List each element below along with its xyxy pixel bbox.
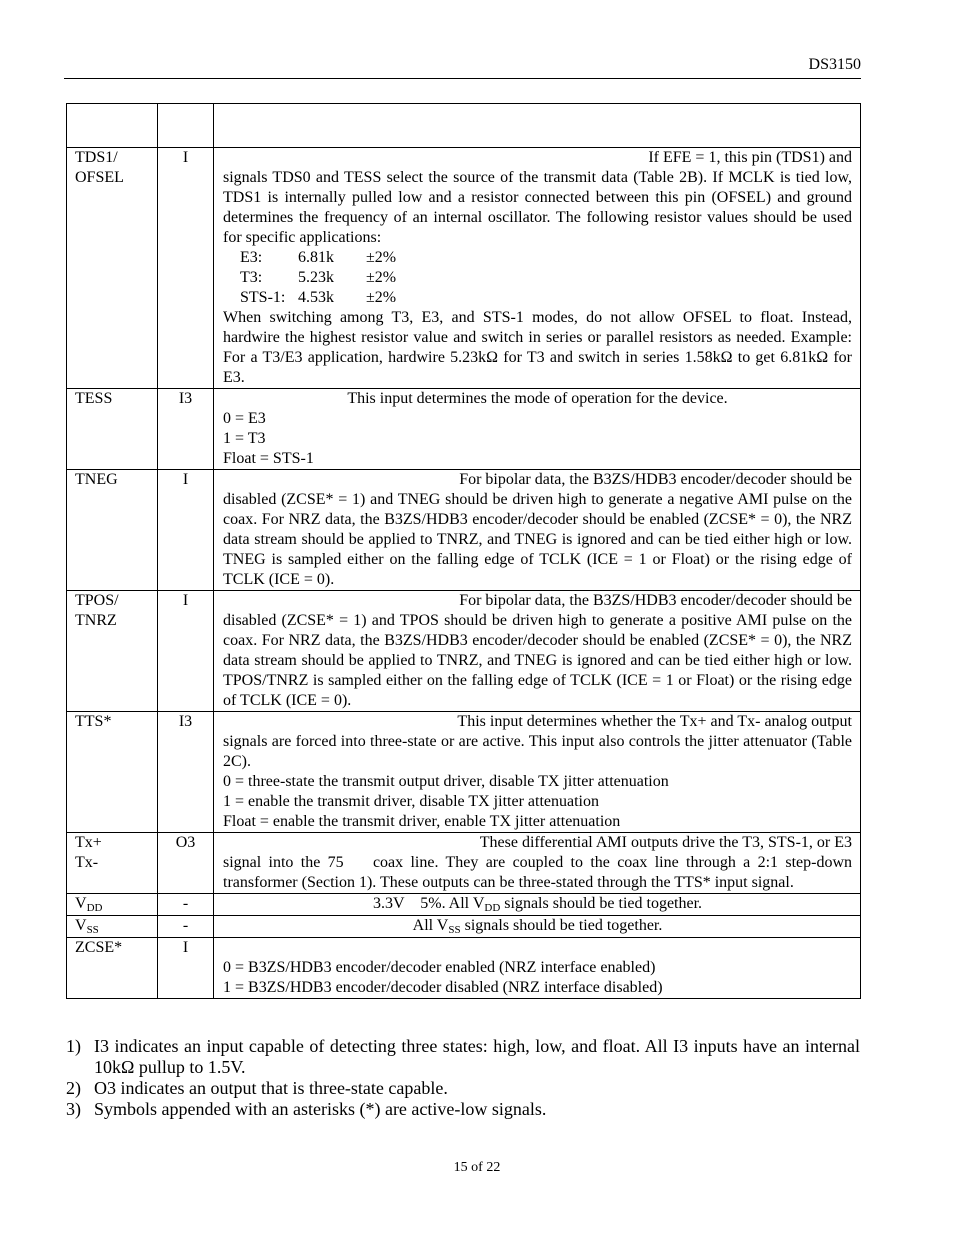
function-option: 0 = E3 xyxy=(223,410,266,427)
note-item: 1) I3 indicates an input capable of detecting three states: high, low, and float. All I3 inputs have an internal 10kΩ pullup to 1.5V. xyxy=(66,1036,860,1077)
pin-function xyxy=(214,712,861,833)
function-body: signals TDS0 and TESS select the source of the transmit data (Table 2B). If MCLK is tied low, TDS1 is internally pulled low and a resistor connected between this pin (OFSEL) and ground determines the frequency of an internal oscillator. The following resistor values should be used for specific applications: xyxy=(223,169,852,246)
function-tail: When switching among T3, E3, and STS-1 modes, do not allow OFSEL to float. Instead, hardwire the highest resistor value and switch in series or parallel resistors as needed. Example: For a T3/E3 application, hardwire 5.23kΩ for T3 and switch in series 1.58kΩ to get 6.81kΩ for E3. xyxy=(223,309,852,386)
document-id: DS3150 xyxy=(808,56,861,73)
table-notes xyxy=(66,1036,860,1120)
function-body: disabled (ZCSE* = 1) and TPOS should be driven high to generate a positive AMI pulse on the coax. For NRZ data, the B3ZS/HDB3 encoder/decoder should be enabled (ZCSE* = 0), the NRZ data stream should be applied to TNRZ, and TNEG is ignored and can be tied either high or low. TPOS/TNRZ is sampled either on the falling edge of TCLK (ICE = 1 or Float) or the rising edge of TCLK (ICE = 0). xyxy=(223,612,852,709)
pin-type: - xyxy=(158,916,214,938)
pin-name: TPOS/ TNRZ xyxy=(67,591,158,712)
pin-name: TESS xyxy=(67,389,158,470)
pin-type: I xyxy=(158,938,214,999)
pin-name: $V_{DD}$ xyxy=(67,894,158,916)
pin-type: - xyxy=(158,894,214,916)
function-option: Float = STS-1 xyxy=(223,450,314,467)
pin-function xyxy=(214,389,861,470)
resistor-value-row: T3: 5.23k ±2% xyxy=(240,269,397,286)
function-option: 0 = B3ZS/HDB3 encoder/decoder enabled (NRZ interface enabled) xyxy=(223,959,656,976)
pin-type: I xyxy=(158,591,214,712)
pin-name: $V_{SS}$ xyxy=(67,916,158,938)
header-cell-function xyxy=(214,104,861,148)
note-item: 2) O3 indicates an output that is three-state capable. xyxy=(66,1078,448,1098)
header-rule xyxy=(64,78,861,79)
function-body: signals are forced into three-state or are active. This input also controls the jitter attenuator (Table 2C). xyxy=(223,733,852,770)
function-lead: This input determines the mode of operation for the device. xyxy=(347,390,728,407)
pin-function: All $V_{SS}$ signals should be tied together. xyxy=(214,916,861,938)
pin-type: I xyxy=(158,148,214,389)
function-option: 1 = B3ZS/HDB3 encoder/decoder disabled (NRZ interface disabled) xyxy=(223,979,663,996)
table-row-tx xyxy=(67,833,861,894)
table-header-row xyxy=(67,104,861,148)
pin-type: O3 xyxy=(158,833,214,894)
table-row-tneg xyxy=(67,470,861,591)
pin-function xyxy=(214,833,861,894)
function-lead: This input determines whether the Tx+ and Tx- analog output xyxy=(457,713,852,730)
resistor-value-row: E3: 6.81k ±2% xyxy=(240,249,397,266)
header-cell-pin xyxy=(67,104,158,148)
table-row-tts xyxy=(67,712,861,833)
pin-type: I3 xyxy=(158,712,214,833)
function-option: 1 = enable the transmit driver, disable TX jitter attenuation xyxy=(223,793,599,810)
function-body: signal into the 75 coax line. They are coupled to the coax line through a 2:1 step-down transformer (Section 1). These outputs can be three-stated through the TTS* input signal. xyxy=(223,854,856,891)
pin-function: 3.3V 5%. All $V_{DD}$ signals should be tied together. xyxy=(214,894,861,916)
header-cell-type xyxy=(158,104,214,148)
pin-name: ZCSE* xyxy=(67,938,158,999)
page-number: 15 of 22 xyxy=(453,1160,501,1175)
table-row-tpos xyxy=(67,591,861,712)
function-lead: For bipolar data, the B3ZS/HDB3 encoder/decoder should be xyxy=(459,592,852,609)
table-row-zcse xyxy=(67,938,861,999)
function-lead: For bipolar data, the B3ZS/HDB3 encoder/decoder should be xyxy=(459,471,852,488)
function-lead: If EFE = 1, this pin (TDS1) and xyxy=(648,149,852,166)
pin-function xyxy=(214,148,861,389)
pin-description-table xyxy=(66,103,861,999)
pin-function xyxy=(214,470,861,591)
table-row-tds1 xyxy=(67,148,861,389)
function-option: 0 = three-state the transmit output driver, disable TX jitter attenuation xyxy=(223,773,669,790)
table-row-vss xyxy=(67,916,861,938)
pin-name: TTS* xyxy=(67,712,158,833)
pin-type: I xyxy=(158,470,214,591)
function-option: Float = enable the transmit driver, enable TX jitter attenuation xyxy=(223,813,621,830)
pin-name: TNEG xyxy=(67,470,158,591)
function-option: 1 = T3 xyxy=(223,430,266,447)
pin-function xyxy=(214,938,861,999)
table-row-vdd xyxy=(67,894,861,916)
function-lead: These differential AMI outputs drive the T3, STS-1, or E3 xyxy=(479,834,852,851)
pin-name: TDS1/ OFSEL xyxy=(67,148,158,389)
pin-function xyxy=(214,591,861,712)
pin-name: Tx+ Tx- xyxy=(67,833,158,894)
note-item: 3) Symbols appended with an asterisks (*) are active-low signals. xyxy=(66,1099,547,1119)
resistor-value-row: STS-1: 4.53k ±2% xyxy=(240,289,397,306)
table-row-tess xyxy=(67,389,861,470)
function-body: disabled (ZCSE* = 1) and TNEG should be driven high to generate a negative AMI pulse on the coax. For NRZ data, the B3ZS/HDB3 encoder/decoder should be enabled (ZCSE* = 0), the NRZ data stream should be applied to TNRZ, and TNEG is ignored and can be tied either high or low. TNEG is sampled either on the falling edge of TCLK (ICE = 1 or Float) or the rising edge of TCLK (ICE = 0). xyxy=(223,491,852,588)
pin-type: I3 xyxy=(158,389,214,470)
